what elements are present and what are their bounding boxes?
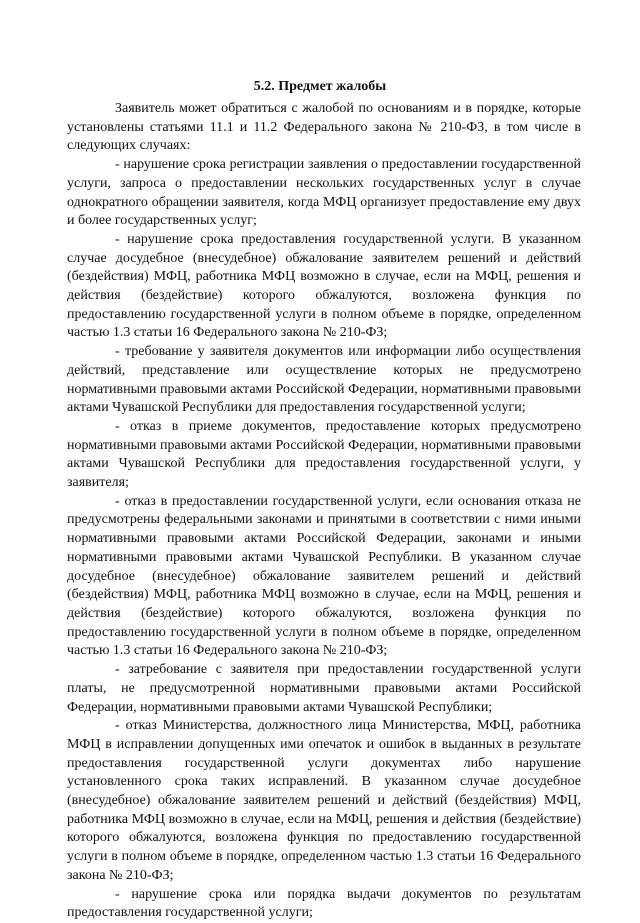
- paragraph-item: - отказ в приеме документов, предоставление которых предусмотрено нормативными правовыми актами Российской Федерации, нормативными правовыми актами Чувашской Республики для предоставления государственной услуги, у заявителя;: [67, 418, 581, 491]
- paragraph-item: - отказ в предоставлении государственной услуги, если основания отказа не предусмотрены федеральными законами и принятыми в соответствии с ними иными нормативными правовыми актами Российской Федерации, законами и иными нормативными правовыми актами Чувашской Республики. В указанном случае досудебное (внесудебное) обжалование заявителем решений и действий (бездействия) МФЦ, работника МФЦ возможно в случае, если на МФЦ, решения и действия (бездействие) которого обжалуются, возложена функция по предоставлению государственной услуги в полном объеме в порядке, определенном частью 1.3 статьи 16 Федерального закона № 210-ФЗ;: [67, 493, 581, 659]
- paragraph-item: - затребование с заявителя при предоставлении государственной услуги платы, не предусмотренной нормативными правовыми актами Российской Федерации, нормативными правовыми актами Чувашской Республики;: [67, 662, 581, 715]
- paragraph-item: - нарушение срока предоставления государственной услуги. В указанном случае досудебное (внесудебное) обжалование заявителем решений и действий (бездействия) МФЦ, работника МФЦ возможно в случае, если на МФЦ, решения и действия (бездействие) которого обжалуются, возложена функция по предоставлению государственной услуги в полном объеме в порядке, определенном частью 1.3 статьи 16 Федерального закона № 210-ФЗ;: [67, 231, 581, 341]
- section-heading: 5.2. Предмет жалобы: [253, 79, 387, 94]
- paragraph-item: - отказ Министерства, должностного лица Министерства, МФЦ, работника МФЦ в исправлении допущенных ими опечаток и ошибок в выданных в результате предоставления государственной услуги документах либо нарушение установленного срока таких исправлений. В указанном случае досудебное (внесудебное) обжалование заявителем решений и действий (бездействия) МФЦ, работника МФЦ возможно в случае, если на МФЦ, решения и действия (бездействие) которого обжалуются, возложена функция по предоставлению государственной услуги в полном объеме в порядке, определенном частью 1.3 статьи 16 Федерального закона № 210-ФЗ;: [67, 718, 581, 883]
- paragraph-item: - нарушение срока регистрации заявления о предоставлении государственной услуги, запроса о предоставлении нескольких государственных услуг в случае однократного обращении заявителя, когда МФЦ организует предоставление ему двух и более государственных услуг;: [67, 157, 581, 229]
- document-body: [67, 100, 581, 923]
- paragraph-intro: Заявитель может обратиться с жалобой по основаниям и в порядке, которые установлены статьями 11.1 и 11.2 Федерального закона № 210-ФЗ, в том числе в следующих случаях:: [67, 101, 581, 154]
- paragraph-item: - требование у заявителя документов или информации либо осуществления действий, представление или осуществление которых не предусмотрено нормативными правовыми актами Российской Федерации, нормативными правовыми актами Чувашской Республики для предоставления государственной услуги;: [67, 344, 581, 416]
- paragraph-item: - нарушение срока или порядка выдачи документов по результатам предоставления государственной услуги;: [67, 886, 581, 921]
